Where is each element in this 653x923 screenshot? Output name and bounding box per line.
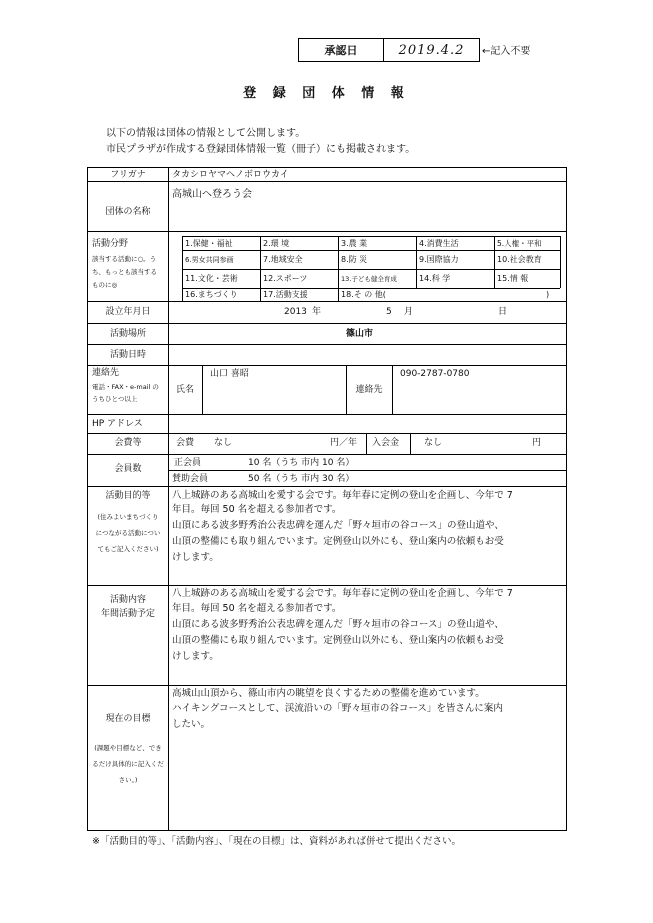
field-item[interactable]: 8.防 災: [341, 255, 368, 264]
goal-note-3: さい。): [118, 776, 138, 784]
page-title: 登 録 団 体 情 報: [243, 86, 410, 101]
established-label: 設立年月日: [105, 307, 151, 317]
furigana-value: タカシロヤマヘノボロウカイ: [172, 170, 289, 180]
field-item[interactable]: 1.保健・福祉: [185, 238, 233, 248]
contact-name-label: 氏名: [175, 385, 194, 395]
place-value: 篠山市: [346, 329, 374, 339]
entry-fee-label: 入会金: [372, 438, 400, 448]
field-item[interactable]: 2.環 境: [263, 238, 290, 248]
approval-note: ←記入不要: [482, 46, 531, 57]
purpose-text-4: 山頂の整備にも取り組んでいます。定例登山以外にも、登山案内の依頼もお受: [172, 536, 504, 547]
goal-note-1: (課題や目標など、でき: [94, 744, 162, 752]
field-item[interactable]: 14.科 学: [419, 274, 451, 283]
goal-text-1: 高城山山頂から、篠山市内の眺望を良くするための整備を進めています。: [172, 688, 485, 699]
annual-label-2: 年間活動予定: [100, 609, 155, 619]
purpose-note-1: (住みよいまちづくり: [97, 513, 159, 521]
goal-note-2: るだけ具体的に記入くだ: [92, 760, 164, 768]
goal-label: 現在の目標: [105, 714, 151, 724]
field-note-1: 該当する活動に○。う: [92, 255, 157, 263]
regular-members-label: 正会員: [174, 458, 202, 468]
field-item[interactable]: 12.スポーツ: [263, 274, 308, 283]
approval-box: [298, 38, 480, 62]
hp-label: HP アドレス: [92, 419, 143, 429]
entry-fee-value: なし: [424, 438, 443, 448]
supporting-members-label: 賛助会員: [172, 474, 209, 484]
field-item[interactable]: 18.そ の 他(: [341, 290, 386, 299]
field-item[interactable]: 6.男女共同参画: [185, 255, 234, 264]
contact-note-2: うちひとつ以上: [92, 395, 138, 403]
fee-value: なし: [214, 438, 233, 448]
fees-label: 会費等: [114, 438, 142, 448]
name-label: 団体の名称: [105, 207, 151, 217]
field-note-2: ち、もっとも該当する: [92, 268, 157, 276]
contact-label: 連絡先: [92, 368, 120, 378]
field-item-other-close: ): [546, 290, 550, 299]
established-year-unit: 年: [312, 307, 322, 317]
annual-text-1: 八上城跡のある高城山を愛する会です。毎年春に定例の登山を企画し、今年で 7: [172, 588, 513, 599]
field-item[interactable]: 7.地域安全: [263, 255, 303, 264]
established-day-unit: 日: [498, 307, 508, 317]
approval-date: 2019.4.2: [398, 42, 465, 58]
annual-text-3: 山頂にある波多野秀治公表忠碑を運んだ「野々垣市の谷コース」の登山道や、: [172, 619, 504, 630]
field-item[interactable]: 15.情 報: [497, 274, 529, 283]
place-label: 活動場所: [109, 329, 146, 339]
purpose-text-3: 山頂にある波多野秀治公表忠碑を運んだ「野々垣市の谷コース」の登山道や、: [172, 520, 504, 531]
purpose-note-2: につながる活動につい: [95, 529, 161, 537]
annual-text-4: 山頂の整備にも取り組んでいます。定例登山以外にも、登山案内の依頼もお受: [172, 635, 504, 646]
field-item[interactable]: 10.社会教育: [497, 255, 542, 264]
established-month: 5: [386, 307, 392, 317]
intro-line-2: 市民プラザが作成する登録団体情報一覧（冊子）にも掲載されます。: [106, 144, 416, 155]
annual-label-1: 活動内容: [109, 595, 146, 605]
field-item[interactable]: 13.子ども健全育成: [341, 275, 397, 283]
intro-line-1: 以下の情報は団体の情報として公開します。: [106, 128, 306, 139]
field-item[interactable]: 9.国際協力: [419, 255, 459, 264]
field-label: 活動分野: [92, 239, 129, 249]
goal-text-2: ハイキングコースとして、渓流沿いの「野々垣市の谷コース」を皆さんに案内: [172, 703, 503, 714]
annual-text-2: 年目。毎回 50 名を超える参加者です。: [172, 603, 342, 614]
entry-fee-unit: 円: [532, 438, 542, 448]
field-item[interactable]: 3.農 業: [341, 238, 368, 248]
goal-text-3: したい。: [172, 719, 211, 730]
established-year: 2013: [284, 307, 307, 317]
purpose-text-1: 八上城跡のある高城山を愛する会です。毎年春に定例の登山を企画し、今年で 7: [172, 490, 513, 501]
name-value: 高城山へ登ろう会: [172, 189, 252, 200]
purpose-note-3: てもご記入ください): [97, 545, 159, 553]
approval-label: 承認日: [299, 39, 384, 61]
established-month-unit: 月: [404, 307, 414, 317]
annual-text-5: けします。: [172, 651, 219, 662]
purpose-text-5: けします。: [172, 552, 219, 563]
field-item[interactable]: 17.活動支援: [263, 290, 308, 299]
field-note-3: ものに◎: [92, 281, 118, 289]
supporting-members-value: 50 名（うち 市内 30 名）: [248, 474, 355, 484]
furigana-label: フリガナ: [110, 170, 146, 180]
field-item[interactable]: 4.消費生活: [419, 238, 459, 248]
contact-note-1: 電話・FAX・e-mail の: [92, 383, 159, 391]
days-label: 活動日時: [109, 350, 146, 360]
regular-members-value: 10 名（うち 市内 10 名）: [248, 458, 355, 468]
contact-method-label: 連絡先: [355, 385, 383, 395]
contact-name: 山口 喜昭: [210, 369, 249, 379]
members-label: 会員数: [114, 464, 142, 474]
field-item[interactable]: 16.まちづくり: [185, 290, 238, 299]
fee-unit: 円／年: [330, 438, 358, 448]
fee-label: 会費: [176, 438, 195, 448]
contact-phone: 090-2787-0780: [400, 369, 470, 379]
registration-form-table: [87, 167, 567, 831]
field-item[interactable]: 11.文化・芸術: [185, 274, 238, 283]
purpose-text-2: 年目。毎回 50 名を超える参加者です。: [172, 504, 342, 515]
field-item[interactable]: 5.人権・平和: [497, 238, 542, 248]
purpose-label: 活動目的等: [105, 491, 151, 501]
footnote: ※「活動目的等」、「活動内容」、「現在の目標」は、資料があれば併せて提出ください。: [92, 836, 461, 847]
